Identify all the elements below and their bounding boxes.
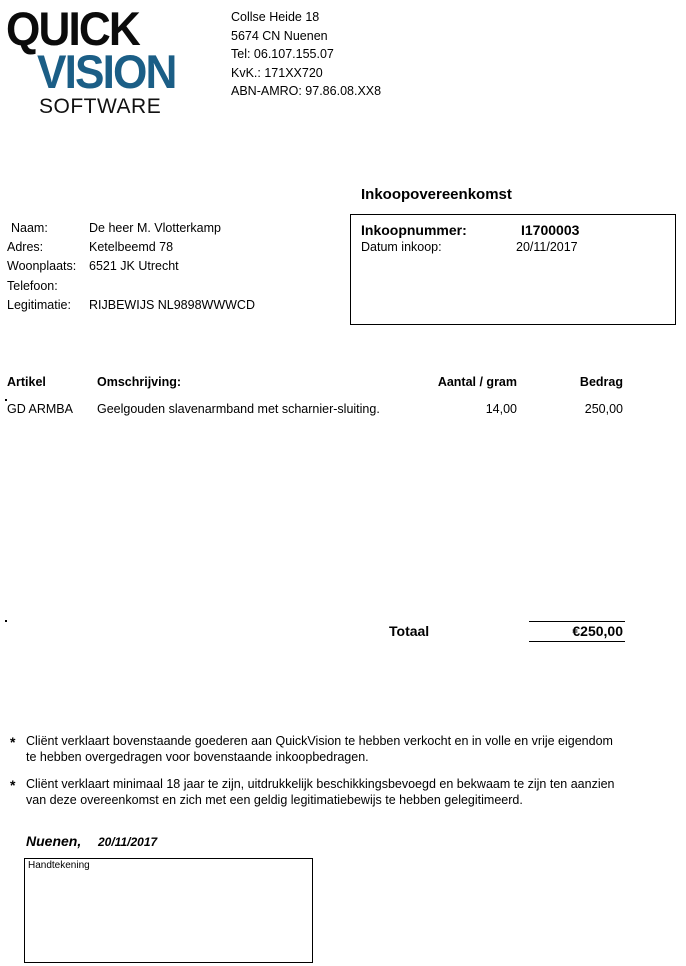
company-info [231, 8, 381, 101]
customer-address: Ketelbeemd 78 [89, 240, 174, 254]
row-article: GD ARMBA [7, 402, 73, 416]
customer-name-label: Naam: [11, 221, 48, 235]
row-amount: 250,00 [584, 402, 623, 416]
customer-city: 6521 JK Utrecht [89, 259, 179, 273]
customer-phone-label: Telefoon: [7, 279, 58, 293]
total-value: €250,00 [572, 623, 623, 639]
purchase-date-label: Datum inkoop: [361, 240, 442, 254]
document-title: Inkoopovereenkomst [361, 186, 512, 203]
col-header-amount: Bedrag [579, 375, 623, 389]
logo-software-text: SOFTWARE [39, 95, 162, 118]
company-bank: ABN-AMRO: 97.86.08.XX8 [231, 84, 382, 99]
customer-id-label: Legitimatie: [7, 298, 71, 312]
signature-box-label: Handtekening [28, 860, 90, 871]
total-line-bottom [529, 641, 625, 642]
clause-bullet-2: * [10, 777, 16, 793]
clause-2: Cliënt verklaart minimaal 18 jaar te zijn, uitdrukkelijk beschikkingsbevoegd en bekwaam te zijn ten aanzien van deze overeenkomst en zich met een geldig legitimatiebewijs te hebben gelegitimeerd. [26, 777, 615, 807]
total-line-top [529, 621, 625, 622]
row-quantity: 14,00 [485, 402, 517, 416]
signature-date: 20/11/2017 [98, 835, 158, 849]
signature-place: Nuenen, [26, 833, 82, 849]
row-marker-dot [5, 399, 7, 401]
purchase-number-label: Inkoopnummer: [361, 222, 467, 238]
company-kvk: KvK.: 171XX720 [231, 65, 323, 80]
total-marker-dot [5, 620, 7, 622]
total-label: Totaal [389, 623, 430, 639]
company-address: Collse Heide 18 [231, 10, 320, 24]
logo-vision-text: VISION [37, 45, 176, 98]
col-header-description: Omschrijving: [97, 375, 182, 389]
col-header-article: Artikel [7, 375, 46, 389]
purchase-date: 20/11/2017 [516, 240, 578, 254]
customer-city-label: Woonplaats: [7, 259, 77, 273]
clause-1: Cliënt verklaart bovenstaande goederen aan QuickVision te hebben verkocht en in volle en vrije eigendom te hebben overgedragen voor bovenstaande inkoopbedragen. [26, 734, 613, 764]
col-header-quantity: Aantal / gram [437, 375, 517, 389]
clause-bullet-1: * [10, 734, 16, 750]
customer-id: RIJBEWIJS NL9898WWWCD [89, 298, 255, 312]
customer-name: De heer M. Vlotterkamp [89, 221, 221, 235]
company-city: 5674 CN Nuenen [231, 28, 328, 43]
row-description: Geelgouden slavenarmband met scharnier-sluiting. [97, 402, 380, 416]
logo-quick-text: QUICK [6, 2, 139, 55]
signature-box[interactable] [24, 858, 313, 963]
company-phone: Tel: 06.107.155.07 [231, 47, 334, 62]
customer-address-label: Adres: [7, 240, 44, 254]
purchase-number: I1700003 [521, 222, 580, 238]
